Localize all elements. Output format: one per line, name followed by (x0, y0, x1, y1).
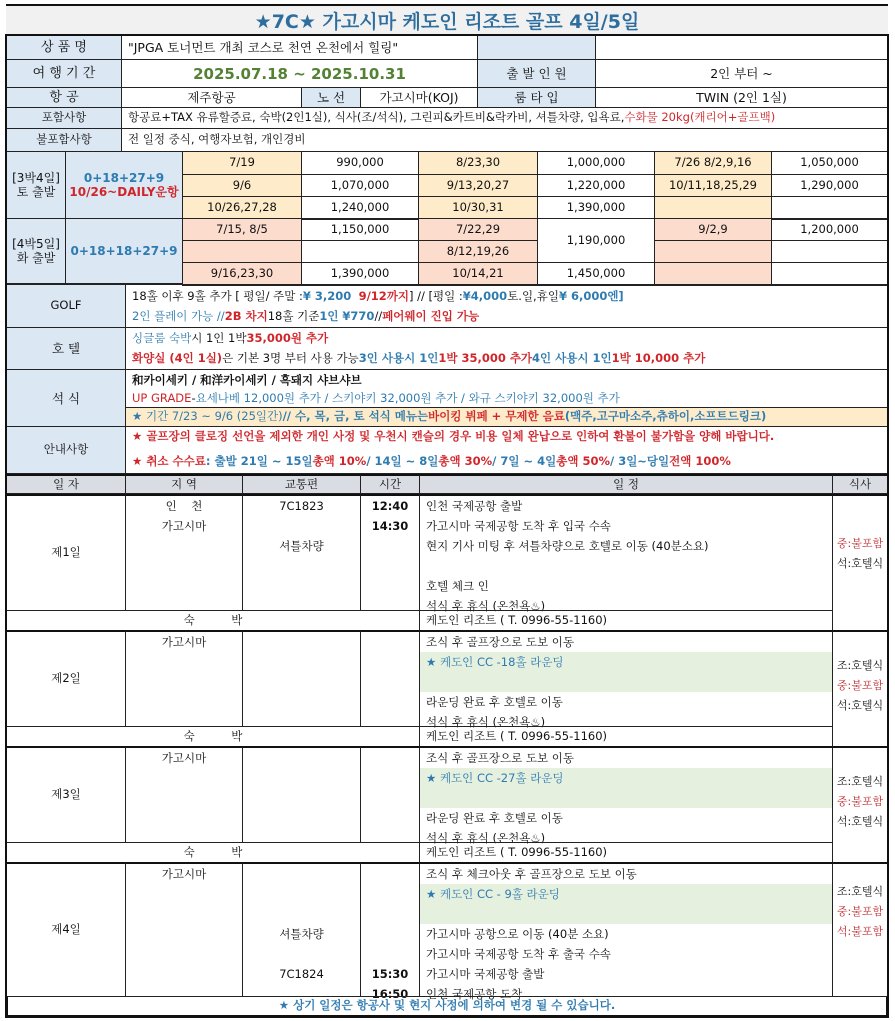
meal-text: 조:호텔식 (836, 885, 884, 898)
price-dates: 8/23,30 (418, 151, 538, 175)
meal-text: 석:호텔식 (836, 815, 884, 828)
price-dates: 8/12,19,26 (418, 240, 538, 263)
notice-fee: 총액 10% (312, 454, 367, 469)
notice-line-2 (126, 452, 887, 472)
transport-text: 셔틀차량 (279, 927, 324, 941)
stay-value: 케도인 리조트 ( T. 0996-55-1160) (419, 842, 833, 863)
golf-line-1 (126, 287, 887, 307)
dinner-line-2 (126, 389, 887, 408)
golf-info (125, 284, 888, 328)
price-dates (654, 262, 772, 286)
time-text: 16:50 (371, 987, 409, 1001)
airline-label: 항 공 (6, 87, 122, 108)
itinerary-item: ★ 케도인 CC -18홀 라운딩 (420, 652, 832, 692)
hotel-line-2 (126, 349, 887, 369)
dinner-info (125, 369, 888, 427)
day-label: 제2일 (6, 630, 126, 727)
plan-4day-label (6, 151, 66, 219)
notice-line-1: ★ 골프장의 클로징 선언을 제외한 개인 사정 및 우천시 캔슬의 경우 비용 일체 완납으로 인하여 환불이 불가함을 양해 바랍니다. (132, 429, 775, 444)
meal-text: 조:호텔식 (836, 775, 884, 788)
transport-text: 7C1824 (279, 967, 324, 981)
itinerary-item: 조식 후 골프장으로 도보 이동 (426, 635, 574, 649)
day-label: 제3일 (6, 746, 126, 843)
hotel-text: 3인 사용시 1인 (358, 351, 439, 366)
price-amount: 1,450,000 (537, 262, 655, 286)
price-amount: 1,070,000 (301, 174, 419, 197)
stay-label: 숙 박 (6, 610, 420, 631)
region-text: 가고시마 (161, 867, 207, 881)
price-dates: 10/14,21 (418, 262, 538, 286)
golf-text: // (374, 309, 383, 324)
itinerary-item: 라운딩 완료 후 호텔로 이동 (426, 695, 563, 709)
dinner-text: - (191, 390, 196, 405)
notice-fee: 총액 50% (556, 454, 610, 469)
notice-fee: 전액 100% (669, 454, 731, 469)
notice-text: : 출발 21일 ~ 15일 (205, 454, 313, 469)
departure-label: 출 발 인 원 (477, 59, 596, 88)
golf-price: ¥ 3,200 (302, 289, 352, 304)
notice-label: 안내사항 (6, 426, 126, 474)
plan-4day-rounds-text: 0+18+27+9 (83, 170, 165, 185)
plan-5day-nights: [4박5일] (12, 236, 60, 251)
hotel-text: 화양실 (4인 1실) (132, 351, 223, 366)
plan-4day-rounds (65, 151, 183, 219)
itinerary-item: 석식 후 휴식 (온천욕♨) (426, 715, 546, 729)
dinner-drinks: (맥주,고구마소주,츄하이,소프트드링크) (564, 409, 767, 424)
hotel-label: 호 텔 (6, 327, 126, 370)
transport-text: 셔틀차량 (279, 539, 324, 553)
itinerary-item: 호텔 체크 인 (426, 579, 489, 593)
product-blank-2 (595, 35, 888, 60)
hotel-text: 은 기본 3명 부터 사용 가능 (222, 351, 359, 366)
price-amount: 1,290,000 (771, 174, 888, 197)
day-transport (242, 630, 361, 727)
golf-price: 1인 ¥770 (319, 309, 375, 324)
day-time (360, 746, 420, 843)
excluded-value: 전 일정 중식, 여행자보험, 개인경비 (121, 128, 888, 152)
itinerary-item: 조식 후 골프장으로 도보 이동 (426, 751, 574, 765)
airline-value: 제주항공 (121, 87, 302, 108)
itinerary-item: 조식 후 체크아웃 후 골프장으로 도보 이동 (426, 867, 637, 881)
notice-text: ★ 취소 수수료 (132, 454, 206, 469)
dinner-buffet: 바이킹 뷔페 + 무제한 음료 (428, 409, 565, 424)
region-text: 가고시마 (161, 635, 207, 649)
stay-label: 숙 박 (6, 726, 420, 747)
transport-text: 7C1823 (279, 499, 324, 513)
plan-5day-rounds: 0+18+18+27+9 (65, 218, 183, 284)
price-amount: 1,390,000 (301, 262, 419, 286)
included-label: 포함사항 (6, 107, 122, 129)
itinerary-item: 현지 기사 미팅 후 셔틀차량으로 호텔로 이동 (40분소요) (426, 539, 709, 553)
dinner-label: 석 식 (6, 369, 126, 427)
golf-text: 2인 플레이 가능 // (132, 309, 225, 324)
room-label: 룸 타 입 (477, 87, 596, 108)
golf-label: GOLF (6, 284, 126, 328)
price-amount: 1,240,000 (301, 196, 419, 220)
golf-price: ¥ 6,000엔] (558, 289, 624, 304)
product-value: "JPGA 토너먼트 개최 코스로 천연 온천에서 힐링" (121, 35, 478, 60)
meal-text: 중:불포함 (836, 795, 884, 808)
dinner-line-3 (126, 407, 887, 426)
time-text: 14:30 (371, 519, 409, 533)
notice-text: / 7일 ~ 4일 (492, 454, 557, 469)
price-dates: 7/15, 8/5 (182, 218, 302, 241)
region-text: 가고시마 (161, 519, 207, 533)
col-transport: 교통편 (242, 474, 361, 494)
price-dates: 7/22,29 (418, 218, 538, 241)
day-time (360, 630, 420, 727)
golf-until: 9/12까지 (358, 289, 410, 304)
itinerary-item: 가고시마 국제공항 도착 후 입국 수속 (426, 519, 611, 533)
golf-line-2 (126, 307, 887, 327)
col-day: 일 자 (6, 474, 126, 494)
golf-text: 18홀 기준 (267, 309, 320, 324)
departure-value: 2인 부터 ~ (595, 59, 888, 88)
footer-note: ★ 상기 일정은 항공사 및 현지 사정에 의하여 변경 될 수 있습니다. (6, 996, 888, 1017)
period-value: 2025.07.18 ~ 2025.10.31 (121, 59, 478, 88)
day-label: 제4일 (6, 862, 126, 997)
price-amount (771, 196, 888, 220)
price-amount: 1,000,000 (537, 151, 655, 175)
price-amount: 1,220,000 (537, 174, 655, 197)
time-text: 15:30 (371, 967, 409, 981)
price-dates: 9/13,20,27 (418, 174, 538, 197)
golf-text: 토.일,휴일 (507, 289, 559, 304)
itinerary-item: ★ 케도인 CC -27홀 라운딩 (420, 768, 832, 808)
col-region: 지 역 (125, 474, 243, 494)
meal-text: 석:호텔식 (836, 699, 884, 712)
col-time: 시간 (360, 474, 420, 494)
itinerary-item: 석식 후 휴식 (온천욕♨) (426, 831, 546, 845)
golf-charge: 2B 차지 (224, 309, 268, 324)
region-text: 인 천 (165, 499, 203, 513)
price-amount (771, 262, 888, 286)
included-text: 항공료+TAX 유류할증료, 숙박(2인1실), 식사(조/석식), 그린피&카트비&락카비, 셔틀차량, 입욕료, (128, 110, 625, 125)
price-amount: 990,000 (301, 151, 419, 175)
hotel-price: 35,000원 추가 (246, 331, 329, 346)
meal-text: 석:불포함 (836, 925, 884, 938)
region-text: 가고시마 (161, 751, 207, 765)
room-value: TWIN (2인 1실) (595, 87, 888, 108)
stay-value: 케도인 리조트 ( T. 0996-55-1160) (419, 610, 833, 631)
price-dates: 9/16,23,30 (182, 262, 302, 286)
price-dates: 10/11,18,25,29 (654, 174, 772, 197)
meal-text: 중:불포함 (836, 679, 884, 692)
price-amount: 1,050,000 (771, 151, 888, 175)
price-dates (654, 196, 772, 220)
dinner-period: ★ 기간 7/23 ~ 9/6 (25일간) (132, 409, 283, 424)
stay-value: 케도인 리조트 ( T. 0996-55-1160) (419, 726, 833, 747)
hotel-line-1 (126, 329, 887, 349)
stay-label: 숙 박 (6, 842, 420, 863)
notice-fee: 총액 30% (438, 454, 493, 469)
price-amount: 1,200,000 (771, 218, 888, 241)
golf-fairway: 페어웨이 진입 가능 (382, 309, 480, 324)
price-amount: 1,150,000 (301, 218, 419, 241)
plan-4day-nights: [3박4일] (12, 170, 60, 185)
hotel-text: 4인 사용시 1인 (532, 351, 612, 366)
price-dates: 9/2,9 (654, 218, 772, 241)
price-amount (301, 240, 419, 263)
price-amount: 1,190,000 (537, 218, 655, 263)
itinerary-item: 가고시마 국제공항 도착 후 출국 수속 (426, 947, 611, 961)
price-dates: 9/6 (182, 174, 302, 197)
itinerary-item: 석식 후 휴식 (온천욕♨) (426, 599, 546, 613)
notice-text: / 3일~당일 (609, 454, 670, 469)
itinerary-item: ★ 케도인 CC - 9홀 라운딩 (420, 884, 832, 924)
plan-4day-depart: 토 출발 (16, 185, 56, 199)
period-label: 여 행 기 간 (6, 59, 122, 88)
col-meal: 식사 (832, 474, 888, 494)
itinerary-item: 인천 국제공항 도착 (426, 987, 523, 1001)
dinner-text: // 수, 목, 금, 토 석식 메뉴는 (282, 409, 429, 424)
plan-5day-depart: 화 출발 (16, 251, 56, 265)
col-itinerary: 일 정 (419, 474, 833, 494)
meal-text: 중:불포함 (836, 537, 884, 550)
included-value (121, 107, 888, 129)
dinner-upgrade: UP GRADE (132, 390, 192, 405)
itinerary-item (420, 556, 832, 576)
hotel-price: 1박 35,000 추가 (438, 351, 533, 366)
meal-text: 중:불포함 (836, 905, 884, 918)
price-amount: 1,390,000 (537, 196, 655, 220)
price-dates: 7/26 8/2,9,16 (654, 151, 772, 175)
dinner-line-1: 和카이세키 / 和洋카이세키 / 흑돼지 샤브샤브 (132, 372, 362, 387)
hotel-price: 1박 10,000 추가 (611, 351, 706, 366)
golf-text: ] // [평일 : (409, 289, 463, 304)
golf-price: ¥4,000 (462, 289, 508, 304)
price-amount (771, 240, 888, 263)
page-title: ★7C★ 가고시마 케도인 리조트 골프 4일/5일 (6, 4, 888, 35)
price-dates (182, 240, 302, 263)
price-dates (654, 240, 772, 263)
price-dates: 10/26,27,28 (182, 196, 302, 220)
itinerary-item: 인천 국제공항 출발 (426, 499, 523, 513)
meal-text: 조:호텔식 (836, 659, 884, 672)
price-dates: 10/30,31 (418, 196, 538, 220)
plan-5day-label (6, 218, 66, 284)
included-baggage: 수화물 20kg(캐리어+골프백) (624, 110, 776, 125)
product-blank (477, 35, 596, 60)
route-label: 노 선 (301, 87, 361, 108)
product-label: 상 품 명 (6, 35, 122, 60)
itinerary-item: 가고시마 공항으로 이동 (40분 소요) (426, 927, 609, 941)
notice-info (125, 426, 888, 474)
itinerary-item: 가고시마 국제공항 출발 (426, 967, 545, 981)
itinerary-item: 라운딩 완료 후 호텔로 이동 (426, 811, 563, 825)
meal-text: 석:호텔식 (836, 557, 884, 570)
plan-4day-note: 10/26~DAILY운항 (69, 185, 179, 199)
notice-text: / 14일 ~ 8일 (366, 454, 439, 469)
day-label: 제1일 (6, 494, 126, 611)
hotel-text: 시 1인 1박 (191, 331, 247, 346)
price-dates: 7/19 (182, 151, 302, 175)
dinner-upgrade-options: 요세나베 12,000원 추가 / 스키야키 32,000원 추가 / 와규 스키야키 32,000원 추가 (195, 390, 620, 405)
time-text: 12:40 (371, 499, 409, 513)
day-transport (242, 746, 361, 843)
hotel-text: 싱글룸 숙박 (132, 331, 192, 346)
excluded-label: 불포함사항 (6, 128, 122, 152)
golf-text: 18홀 이후 9홀 추가 [ 평일/ 주말 : (132, 289, 303, 304)
route-value: 가고시마(KOJ) (360, 87, 478, 108)
hotel-info (125, 327, 888, 370)
